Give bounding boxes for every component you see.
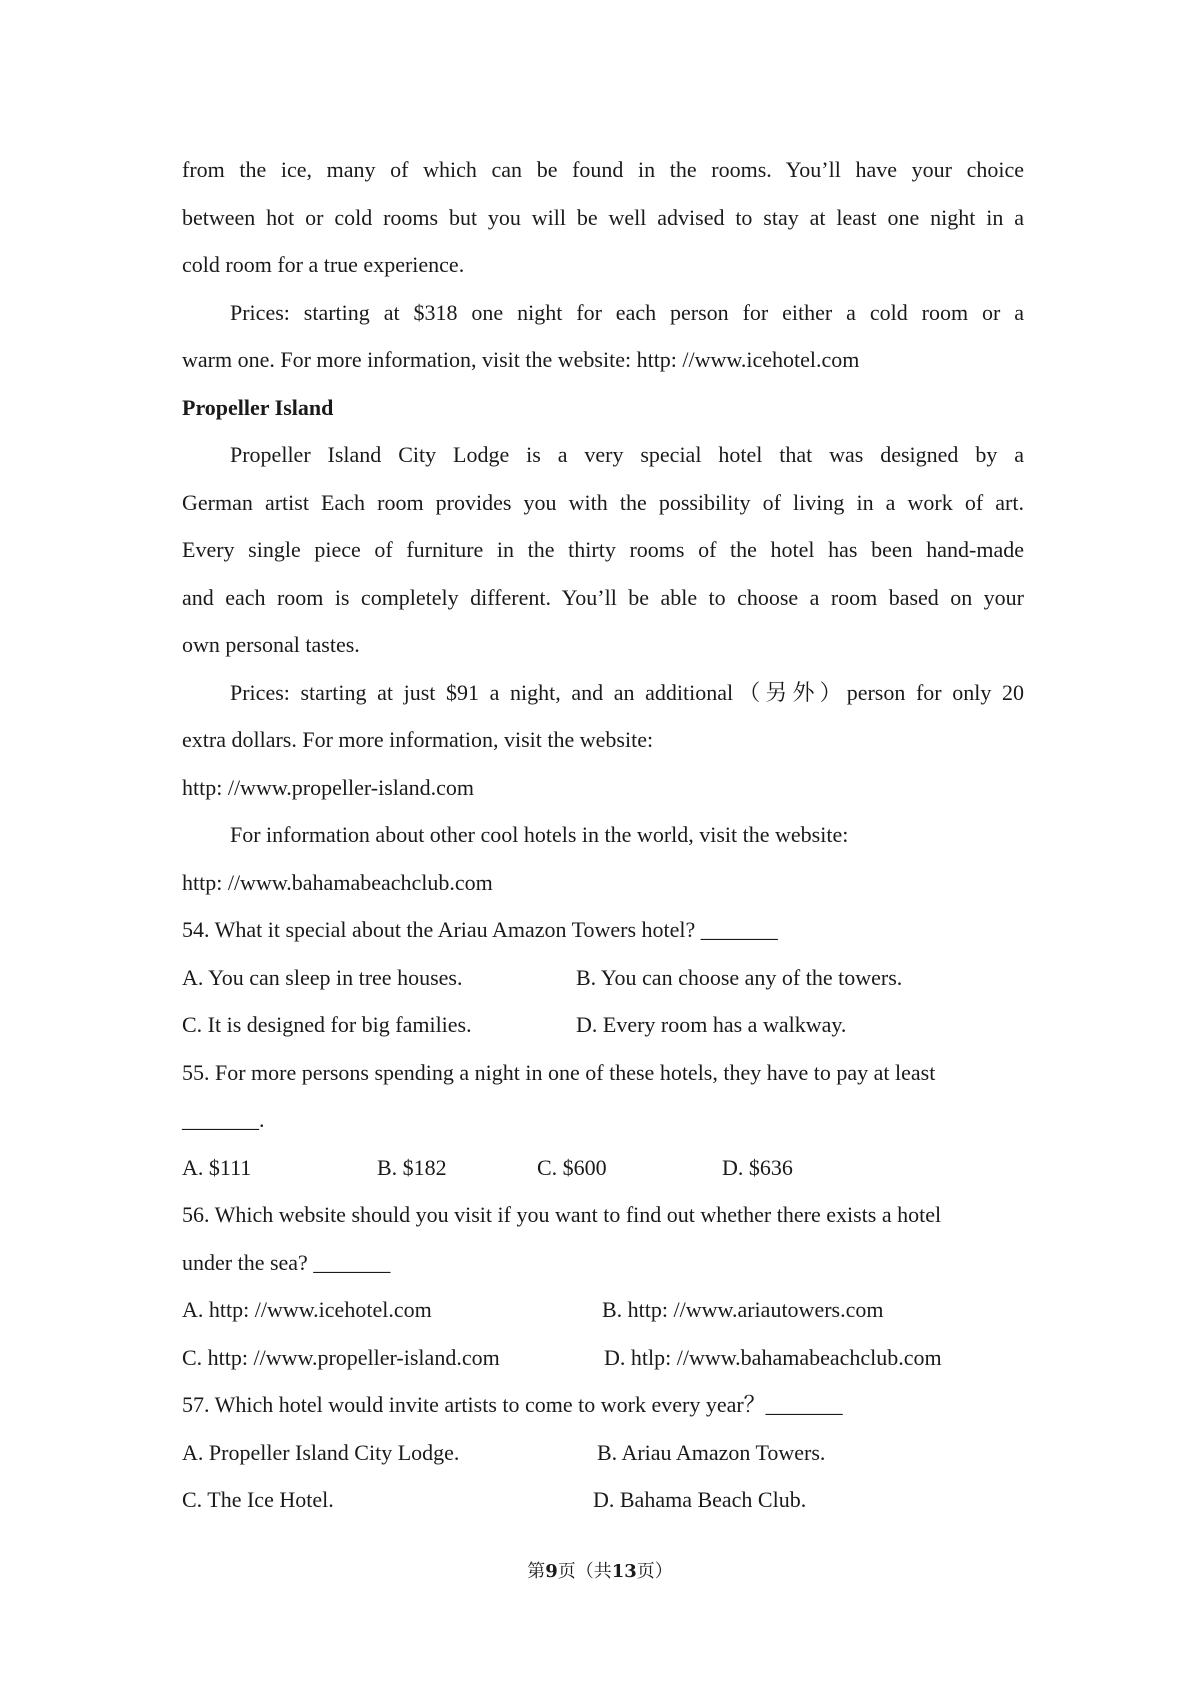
question-56-stem: 56. Which website should you visit if you want to find out whether there exists a hotel: [182, 1202, 942, 1227]
option-54-a: A. You can sleep in tree houses.: [182, 964, 463, 990]
option-56-c: C. http: //www.propeller-island.com: [182, 1344, 500, 1370]
footer-suffix: 页）: [636, 1561, 673, 1582]
passage-line: http: //www.propeller-island.com: [182, 774, 475, 800]
passage-line: German artist Each room provides you with the possibility of living in a work of art.: [182, 489, 1024, 515]
question-57-stem: 57. Which hotel would invite artists to come to work every year？_______: [182, 1392, 843, 1417]
question-54-stem: 54. What it special about the Ariau Amazon Towers hotel? _______: [182, 917, 778, 942]
question-54-options-row: [182, 1001, 1024, 1049]
passage-line: cold room for a true experience.: [182, 252, 465, 277]
option-56-b: B. http: //www.ariautowers.com: [602, 1297, 884, 1322]
option-57-c: C. The Ice Hotel.: [182, 1487, 334, 1512]
option-57-a: A. Propeller Island City Lodge.: [182, 1439, 460, 1465]
option-57-d: D. Bahama Beach Club.: [593, 1487, 807, 1512]
document-body: [182, 146, 1024, 1524]
passage-line: own personal tastes.: [182, 632, 360, 657]
option-54-d: D. Every room has a walkway.: [576, 1012, 847, 1037]
passage-line: Prices: starting at just $91 a night, and an additional（另外）person for only 20: [230, 679, 1024, 705]
passage-line: and each room is completely different. You’ll be able to choose a room based on your: [182, 584, 1024, 610]
option-54-b: B. You can choose any of the towers.: [576, 964, 903, 990]
passage-line: between hot or cold rooms but you will be well advised to stay at least one night in a: [182, 204, 1024, 230]
footer-total-pages: 13: [611, 1561, 637, 1582]
option-54-c: C. It is designed for big families.: [182, 1012, 472, 1037]
option-56-a: A. http: //www.icehotel.com: [182, 1297, 432, 1322]
question-57-options-row: [182, 1476, 1024, 1524]
question-55-blank: _______.: [182, 1107, 265, 1132]
footer-middle: 页（共: [557, 1561, 612, 1582]
option-55-c: C. $600: [537, 1154, 607, 1180]
footer-prefix: 第: [527, 1561, 546, 1582]
passage-line: from the ice, many of which can be found in the rooms. You’ll have your choice: [182, 157, 1024, 182]
passage-line: Every single piece of furniture in the thirty rooms of the hotel has been hand-made: [182, 537, 1024, 562]
question-54-options-row: [182, 954, 1024, 1002]
passage-line: http: //www.bahamabeachclub.com: [182, 869, 493, 895]
option-55-b: B. $182: [377, 1154, 447, 1180]
passage-line: warm one. For more information, visit the website: http: //www.icehotel.com: [182, 347, 860, 372]
question-55-stem: 55. For more persons spending a night in one of these hotels, they have to pay at least: [182, 1059, 936, 1085]
question-56-stem-cont: under the sea? _______: [182, 1249, 391, 1275]
question-57-options-row: [182, 1429, 1024, 1477]
option-56-d: D. htlp: //www.bahamabeachclub.com: [604, 1344, 942, 1370]
footer-page-number: 9: [545, 1561, 558, 1582]
passage-line: Prices: starting at $318 one night for each person for either a cold room or a: [230, 299, 1024, 325]
passage-line: For information about other cool hotels in the world, visit the website:: [230, 822, 849, 847]
option-55-d: D. $636: [722, 1154, 793, 1180]
section-heading: Propeller Island: [182, 394, 334, 420]
page-footer: [0, 1557, 1200, 1583]
question-56-options-row: [182, 1286, 1024, 1334]
question-56-options-row: [182, 1334, 1024, 1382]
question-55-options-row: [182, 1144, 1024, 1192]
option-55-a: A. $111: [182, 1154, 252, 1180]
option-57-b: B. Ariau Amazon Towers.: [597, 1439, 826, 1465]
passage-line: Propeller Island City Lodge is a very special hotel that was designed by a: [230, 442, 1024, 467]
passage-line: extra dollars. For more information, visit the website:: [182, 727, 654, 752]
